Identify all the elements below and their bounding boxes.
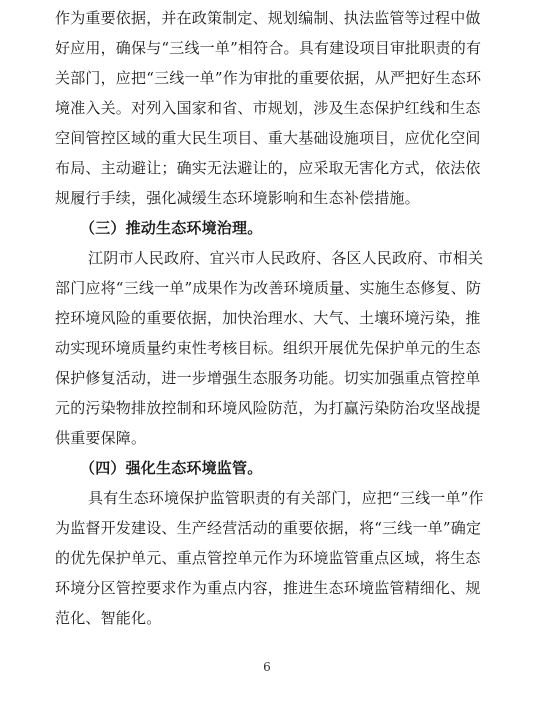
section-heading-3: （三）推动生态环境治理。 — [80, 219, 263, 237]
paragraph-line: 作为重要依据，并在政策制定、规划编制、执法监管等过程中做 — [55, 9, 481, 27]
paragraph-line: 动实现环境质量约束性考核目标。组织开展优先保护单元的生态 — [55, 339, 481, 357]
paragraph-line: 元的污染物排放控制和环境风险防范，为打赢污染防治攻坚战提 — [55, 399, 481, 417]
paragraph-line: 关部门，应把“三线一单”作为审批的重要依据，从严把好生态环 — [55, 69, 482, 87]
paragraph-line: 部门应将“三线一单”成果作为改善环境质量、实施生态修复、防 — [55, 279, 482, 297]
paragraph-line: 为监督开发建设、生产经营活动的重要依据，将“三线一单”确定 — [55, 519, 482, 537]
page-number: 6 — [263, 660, 271, 674]
paragraph-line: 控环境风险的重要依据，加快治理水、大气、土壤环境污染，推 — [55, 309, 481, 327]
paragraph-line: 环境分区管控要求作为重点内容，推进生态环境监管精细化、规 — [55, 579, 481, 597]
paragraph-line: 布局、主动避让；确实无法避让的，应采取无害化方式，依法依 — [55, 159, 481, 177]
paragraph-line: 具有生态环境保护监管职责的有关部门，应把“三线一单”作 — [88, 489, 484, 507]
section-heading-4: （四）强化生态环境监管。 — [80, 459, 263, 477]
paragraph-line: 保护修复活动，进一步增强生态服务功能。切实加强重点管控单 — [55, 369, 481, 387]
paragraph-line: 境准入关。对列入国家和省、市规划，涉及生态保护红线和生态 — [55, 99, 481, 117]
paragraph-line: 规履行手续，强化减缓生态环境影响和生态补偿措施。 — [55, 189, 420, 207]
paragraph-line: 供重要保障。 — [55, 429, 147, 447]
paragraph-line: 好应用，确保与“三线一单”相符合。具有建设项目审批职责的有 — [55, 39, 482, 57]
paragraph-line: 范化、智能化。 — [55, 609, 162, 627]
paragraph-line: 江阴市人民政府、宜兴市人民政府、各区人民政府、市相关 — [88, 249, 484, 267]
paragraph-line: 的优先保护单元、重点管控单元作为环境监管重点区域，将生态 — [55, 549, 481, 567]
paragraph-line: 空间管控区域的重大民生项目、重大基础设施项目，应优化空间 — [55, 129, 481, 147]
